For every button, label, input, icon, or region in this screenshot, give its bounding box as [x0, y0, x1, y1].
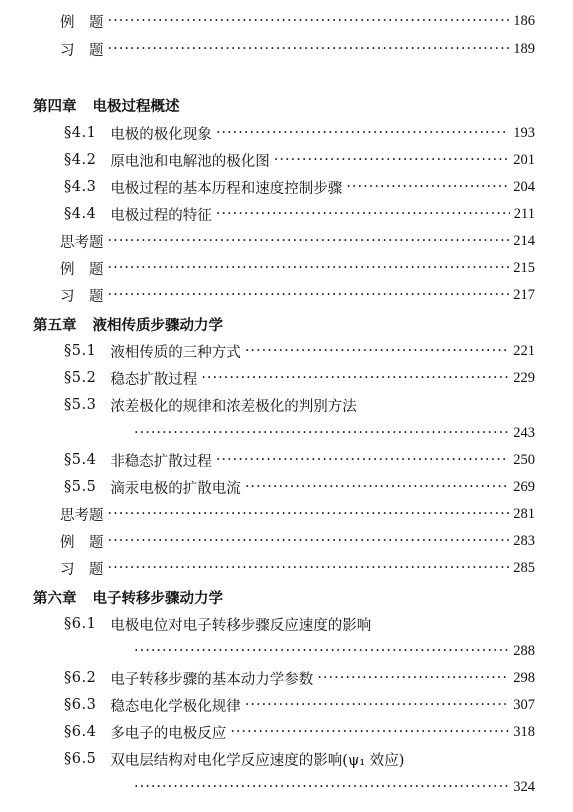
toc-entry: [60, 528, 535, 554]
chapter-title: 液相传质步骤动力学: [92, 317, 223, 334]
leader-dots: [134, 779, 509, 795]
section-number: §5.1: [64, 343, 97, 359]
toc-entry: [60, 36, 535, 62]
chapter-number: 第四章: [33, 98, 77, 115]
toc-entry: [60, 282, 535, 308]
leader-dots: [230, 724, 509, 740]
leader-dots: [108, 287, 510, 303]
leader-dots: [108, 233, 510, 249]
toc-entry: [60, 555, 535, 581]
toc-section: [64, 692, 535, 718]
toc-continuation: [130, 420, 535, 446]
toc-section: [64, 174, 535, 200]
toc-section: [64, 120, 535, 146]
chapter-heading: [33, 92, 180, 118]
page-number: 243: [513, 424, 535, 441]
section-number: §4.2: [64, 152, 97, 168]
entry-label: 习 题: [60, 561, 104, 578]
leader-dots: [274, 152, 509, 168]
chapter-heading: [33, 584, 223, 610]
section-title: 电极过程的特征: [110, 207, 212, 224]
section-title: 电极过程的基本历程和速度控制步骤: [110, 180, 343, 197]
toc-continuation: [130, 774, 535, 800]
toc-section: [64, 365, 535, 391]
chapter-number: 第六章: [33, 590, 77, 607]
entry-label: 习 题: [60, 42, 104, 59]
page-number: 217: [513, 286, 535, 303]
leader-dots: [216, 125, 509, 141]
leader-dots: [245, 479, 509, 495]
section-title: 电子转移步骤的基本动力学参数: [110, 671, 314, 688]
leader-dots: [245, 697, 509, 713]
page-number: 204: [513, 178, 535, 195]
section-number: §5.4: [64, 452, 97, 468]
page-number: 250: [513, 451, 535, 468]
section-title: 电极的极化现象: [110, 126, 212, 143]
leader-dots: [108, 560, 510, 576]
page-number: 215: [513, 259, 535, 276]
section-title: 滴汞电极的扩散电流: [110, 480, 241, 497]
entry-label: 思考题: [60, 234, 104, 251]
section-number: §6.2: [64, 670, 97, 686]
leader-dots: [108, 506, 510, 522]
toc-entry: [60, 8, 535, 34]
page-number: 214: [513, 232, 535, 249]
toc-section-title-line: [64, 746, 404, 772]
leader-dots: [134, 425, 509, 441]
toc-entry: [60, 255, 535, 281]
page-number: 281: [513, 505, 535, 522]
section-number: §5.5: [64, 479, 97, 495]
entry-label: 例 题: [60, 14, 104, 31]
section-title: 稳态电化学极化规律: [110, 698, 241, 715]
toc-entry: [60, 501, 535, 527]
section-number: §4.4: [64, 206, 97, 222]
section-number: §6.3: [64, 697, 97, 713]
chapter-number: 第五章: [33, 317, 77, 334]
page-number: 298: [513, 669, 535, 686]
page-number: 221: [513, 342, 535, 359]
section-title: 稳态扩散过程: [110, 371, 198, 388]
page-number: 324: [513, 778, 535, 795]
section-number: §4.1: [64, 125, 97, 141]
chapter-title: 电子转移步骤动力学: [92, 590, 223, 607]
page-number: 193: [513, 124, 535, 141]
leader-dots: [134, 643, 509, 659]
section-title: 非稳态扩散过程: [110, 453, 212, 470]
section-number: §5.3: [64, 397, 97, 413]
section-title: 浓差极化的规律和浓差极化的判别方法: [110, 398, 357, 415]
toc-continuation: [130, 638, 535, 664]
page-number: 229: [513, 369, 535, 386]
page-number: 307: [513, 696, 535, 713]
section-title: 电极电位对电子转移步骤反应速度的影响: [110, 617, 372, 634]
page-number: 189: [513, 40, 535, 57]
toc-section: [64, 447, 535, 473]
section-title: 原电池和电解池的极化图: [110, 153, 270, 170]
page-number: 285: [513, 559, 535, 576]
section-number: §5.2: [64, 370, 97, 386]
leader-dots: [216, 452, 509, 468]
section-number: §6.5: [64, 751, 97, 767]
section-number: §4.3: [64, 179, 97, 195]
leader-dots: [108, 13, 510, 29]
chapter-heading: [33, 311, 223, 337]
page-number: 269: [513, 478, 535, 495]
leader-dots: [108, 41, 510, 57]
page-number: 201: [513, 151, 535, 168]
page-number: 283: [513, 532, 535, 549]
page-number: 288: [513, 642, 535, 659]
chapter-title: 电极过程概述: [92, 98, 180, 115]
toc-section: [64, 147, 535, 173]
leader-dots: [317, 670, 509, 686]
page-number: 186: [513, 12, 535, 29]
section-title: 多电子的电极反应: [110, 725, 227, 742]
leader-dots: [216, 206, 510, 222]
toc-section-title-line: [64, 392, 357, 418]
toc-section: [64, 719, 535, 745]
entry-label: 例 题: [60, 261, 104, 278]
toc-section: [64, 665, 535, 691]
entry-label: 习 题: [60, 288, 104, 305]
entry-label: 思考题: [60, 507, 104, 524]
leader-dots: [201, 370, 509, 386]
section-number: §6.4: [64, 724, 97, 740]
leader-dots: [108, 260, 510, 276]
leader-dots: [108, 533, 510, 549]
page-number: 318: [513, 723, 535, 740]
toc-section: [64, 338, 535, 364]
section-number: §6.1: [64, 616, 97, 632]
page-number: 211: [513, 205, 535, 222]
toc-entry: [60, 228, 535, 254]
entry-label: 例 题: [60, 534, 104, 551]
toc-section-title-line: [64, 611, 371, 637]
leader-dots: [245, 343, 509, 359]
toc-section: [64, 474, 535, 500]
toc-section: [64, 201, 535, 227]
leader-dots: [346, 179, 509, 195]
section-title: 液相传质的三种方式: [110, 344, 241, 361]
section-title: 双电层结构对电化学反应速度的影响(ψ₁ 效应): [110, 752, 405, 769]
